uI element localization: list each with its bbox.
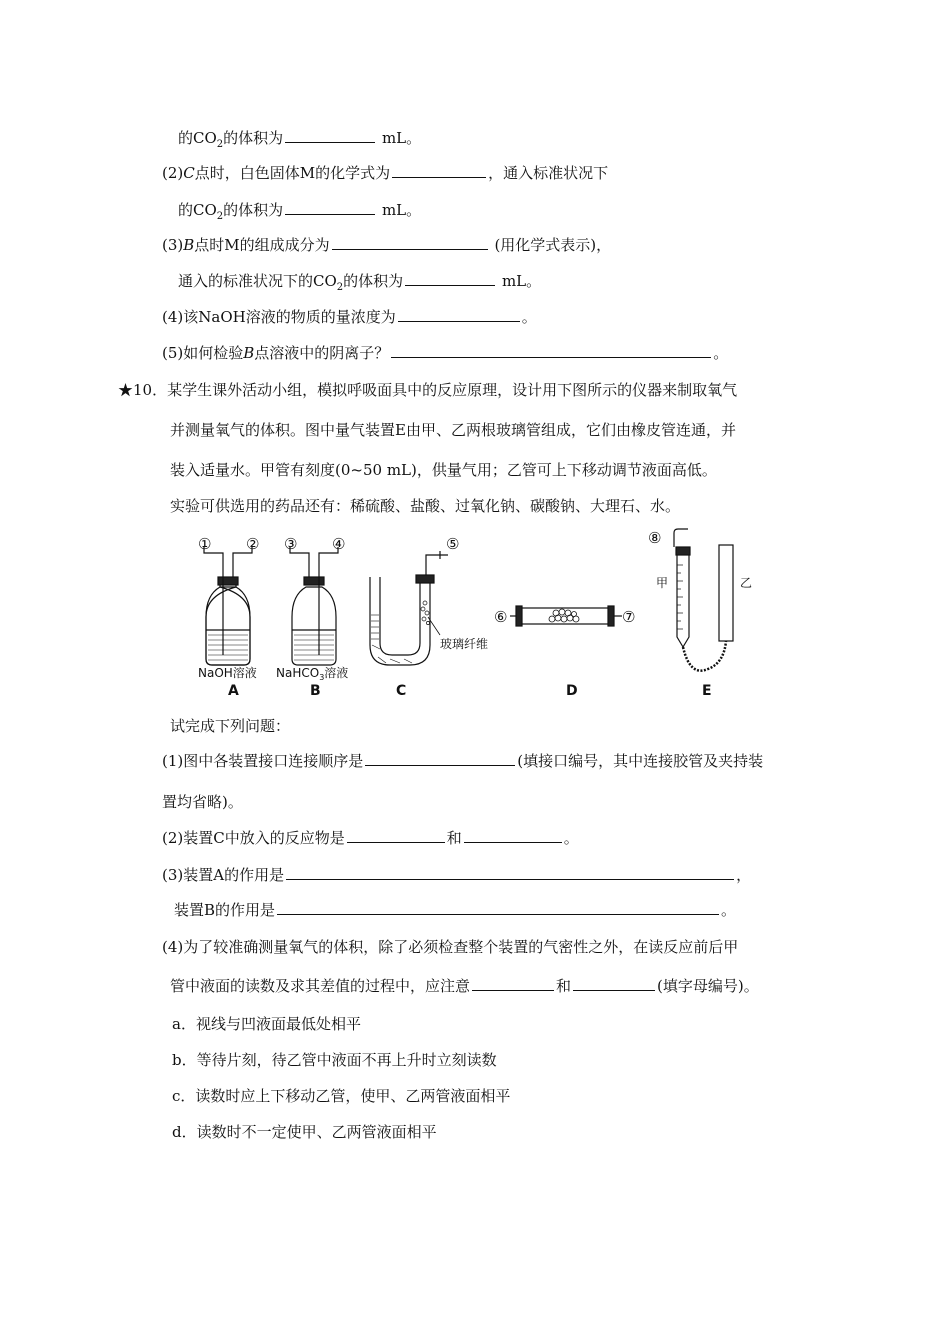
label-tube-yi: 乙: [740, 576, 753, 590]
unit: mL。: [381, 129, 422, 147]
text: 的CO: [178, 129, 217, 147]
answer-blank[interactable]: [464, 828, 562, 843]
apparatus-label-c: C: [396, 683, 407, 699]
label-glass-fiber: 玻璃纤维: [440, 637, 489, 651]
text: 试完成下列问题：: [170, 717, 291, 735]
q10-line-3: [170, 460, 717, 480]
text: d．读数时不一定使甲、乙两管液面相平: [172, 1123, 437, 1141]
line-q5: [162, 343, 728, 363]
point-label: C: [183, 164, 195, 182]
option-b: [172, 1050, 497, 1070]
text: 的CO: [178, 201, 217, 219]
answer-blank[interactable]: [392, 163, 486, 178]
text: 装置B的作用是: [174, 901, 276, 919]
label-nahco3-solution: NaHCO$_3$溶液: [276, 666, 349, 682]
answer-blank[interactable]: [472, 976, 554, 991]
line-p1: [162, 751, 763, 771]
bottle-a: [204, 547, 252, 665]
text: ，: [736, 866, 752, 884]
text: 的体积为: [223, 201, 284, 219]
line-p4: [162, 937, 738, 957]
text: (2)装置C中放入的反应物是: [162, 829, 345, 847]
text: b．等待片刻，待乙管中液面不再上升时立刻读数: [172, 1051, 497, 1069]
q10-line-1: [118, 380, 737, 400]
port-2: ②: [246, 535, 260, 553]
text: (4)该NaOH溶液的物质的量浓度为: [162, 308, 396, 326]
unit: mL。: [381, 201, 422, 219]
port-4: ④: [332, 535, 346, 553]
text: 的体积为: [343, 272, 404, 290]
text: (3): [162, 236, 184, 254]
apparatus-figure: [190, 525, 770, 705]
text: (1)图中各装置接口连接顺序是: [162, 752, 364, 770]
text: (4)为了较准确测量氧气的体积，除了必须检查整个装置的气密性之外，在读反应前后甲: [162, 938, 739, 956]
subscript: 2: [216, 211, 224, 222]
text: 点溶液中的阴离子？: [254, 344, 390, 362]
port-3: ③: [284, 535, 298, 553]
label-tube-jia: 甲: [656, 576, 669, 590]
text: 某学生课外活动小组，模拟呼吸面具中的反应原理，设计用下图所示的仪器来制取氧气: [167, 381, 738, 399]
text: (5)如何检验: [162, 344, 244, 362]
text: (3)装置A的作用是: [162, 866, 285, 884]
text: 管中液面的读数及求其差值的过程中，应注意: [170, 977, 471, 995]
port-5: ⑤: [446, 535, 460, 553]
q10-line-4: [170, 496, 680, 516]
answer-blank[interactable]: [391, 343, 711, 358]
line-q3: [162, 235, 611, 255]
question-number: ★10．: [118, 381, 168, 399]
line-p3: [162, 865, 751, 885]
answer-blank[interactable]: [277, 900, 719, 915]
answer-blank[interactable]: [347, 828, 445, 843]
u-tube-c: [370, 551, 448, 665]
text: 的体积为: [223, 129, 284, 147]
point-label: B: [183, 236, 195, 254]
bottle-b: [290, 547, 338, 665]
subscript: 2: [336, 282, 344, 293]
answer-blank[interactable]: [332, 235, 488, 250]
text: c．读数时应上下移动乙管，使甲、乙两管液面相平: [172, 1087, 511, 1105]
text: 。: [713, 344, 729, 362]
answer-blank[interactable]: [573, 976, 655, 991]
apparatus-label-e: E: [702, 683, 712, 699]
line-p3-b: [174, 900, 736, 920]
line-try: [170, 716, 290, 736]
line-p2: [162, 828, 579, 848]
line-p4-cont: [170, 976, 759, 996]
text: a．视线与凹液面最低处相平: [172, 1015, 361, 1033]
label-naoh-solution: NaOH溶液: [198, 666, 257, 680]
port-8: ⑧: [648, 529, 662, 547]
line-p1-cont: [162, 792, 243, 812]
line-co2-volume-1: [178, 128, 421, 155]
text: 和: [446, 829, 462, 847]
text: 。: [563, 829, 579, 847]
text: 实验可供选用的药品还有：稀硫酸、盐酸、过氧化钠、碳酸钠、大理石、水。: [170, 497, 681, 515]
tube-d: [510, 606, 622, 626]
apparatus-label-a: A: [228, 683, 239, 699]
text: (填字母编号)。: [657, 977, 759, 995]
answer-blank[interactable]: [398, 307, 520, 322]
text: 点时M的组成成分为: [194, 236, 330, 254]
text: 。: [721, 901, 737, 919]
text: (2): [162, 164, 184, 182]
text: 装入适量水。甲管有刻度(0~50 mL)，供量气用；乙管可上下移动调节液面高低。: [170, 461, 717, 479]
option-c: [172, 1086, 510, 1106]
subscript: 2: [216, 139, 224, 150]
apparatus-label-d: D: [566, 683, 578, 699]
port-1: ①: [198, 535, 212, 553]
answer-blank[interactable]: [405, 271, 495, 286]
option-d: [172, 1122, 437, 1142]
text: (用化学式表示)，: [494, 236, 612, 254]
text: 。: [521, 308, 537, 326]
text: 置均省略)。: [162, 793, 243, 811]
q10-line-2: [170, 420, 736, 440]
text: (填接口编号，其中连接胶管及夹持装: [517, 752, 764, 770]
text: 点时，白色固体M的化学式为: [194, 164, 391, 182]
answer-blank[interactable]: [285, 200, 375, 215]
answer-blank[interactable]: [285, 128, 375, 143]
answer-blank[interactable]: [365, 751, 515, 766]
port-6: ⑥: [494, 608, 508, 626]
unit: mL。: [501, 272, 542, 290]
answer-blank[interactable]: [286, 865, 734, 880]
line-q4: [162, 307, 537, 327]
gas-burette-e: [674, 529, 733, 671]
text: ，通入标准状况下: [488, 164, 609, 182]
point-label: B: [243, 344, 255, 362]
text: 通入的标准状况下的CO: [178, 272, 337, 290]
option-a: [172, 1014, 361, 1034]
line-co2-volume-2: [178, 200, 421, 227]
text: 并测量氧气的体积。图中量气装置E由甲、乙两根玻璃管组成，它们由橡皮管连通，并: [170, 421, 736, 439]
line-q2: [162, 163, 608, 183]
apparatus-label-b: B: [310, 683, 321, 699]
port-7: ⑦: [622, 608, 636, 626]
line-co2-volume-3: [178, 271, 541, 298]
text: 和: [556, 977, 572, 995]
